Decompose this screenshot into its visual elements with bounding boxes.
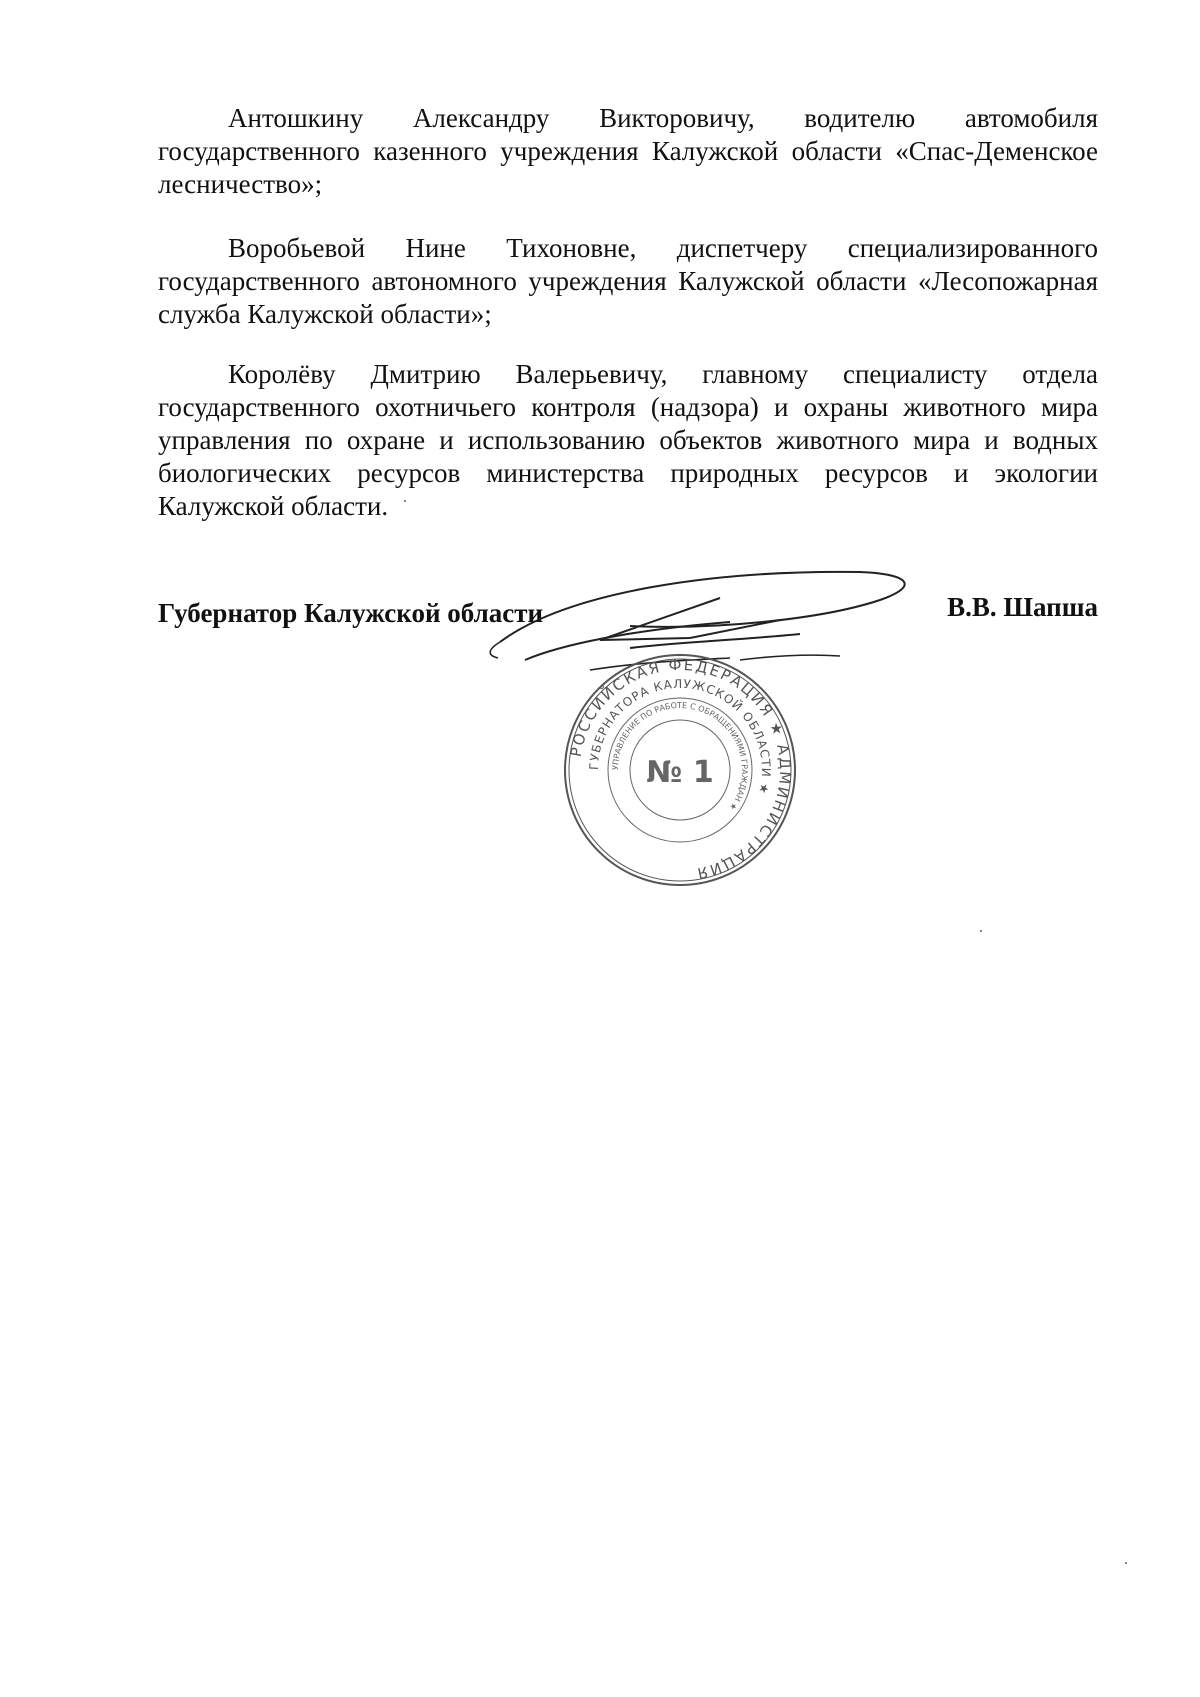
official-seal [560, 650, 800, 890]
signatory-name: В.В. Шапша [947, 592, 1098, 622]
scan-speck [1125, 1562, 1127, 1564]
scan-speck [980, 930, 982, 932]
signatory-title: Губернатор Калужской области [158, 598, 544, 628]
paragraph-vorobyeva: Воробьевой Нине Тихоновне, диспетчеру специализированного государственного автономного учреждения Калужской области «Лесопожарная служба Калужской области»; [158, 233, 1098, 329]
svg-text:ГУБЕРНАТОРА КАЛУЖСКОЙ ОБЛАСТИ: ГУБЕРНАТОРА КАЛУЖСКОЙ ОБЛАСТИ ★ [586, 676, 774, 797]
scan-speck [404, 500, 406, 502]
seal-number: № 1 [646, 755, 714, 790]
svg-text:УПРАВЛЕНИЕ ПО РАБОТЕ С ОБРАЩЕН: УПРАВЛЕНИЕ ПО РАБОТЕ С ОБРАЩЕНИЯМИ ГРАЖДАН ★ [610, 700, 750, 812]
svg-text:РОССИЙСКАЯ ФЕДЕРАЦИЯ ★ АДМИНИС: РОССИЙСКАЯ ФЕДЕРАЦИЯ ★ АДМИНИСТРАЦИЯ [566, 655, 795, 883]
paragraph-antoshkin: Антошкину Александру Викторовичу, водителю автомобиля государственного казенного учреждения Калужской области «Спас-Деменское лесничество»; [158, 103, 1098, 199]
paragraph-korolev: Королёву Дмитрию Валерьевичу, главному специалисту отдела государственного охотничьего контроля (надзора) и охраны животного мира управления по охране и использованию объектов животного мира и водных биологических ресурсов министерства природных ресурсов и экологии Калужской области. [158, 359, 1098, 521]
